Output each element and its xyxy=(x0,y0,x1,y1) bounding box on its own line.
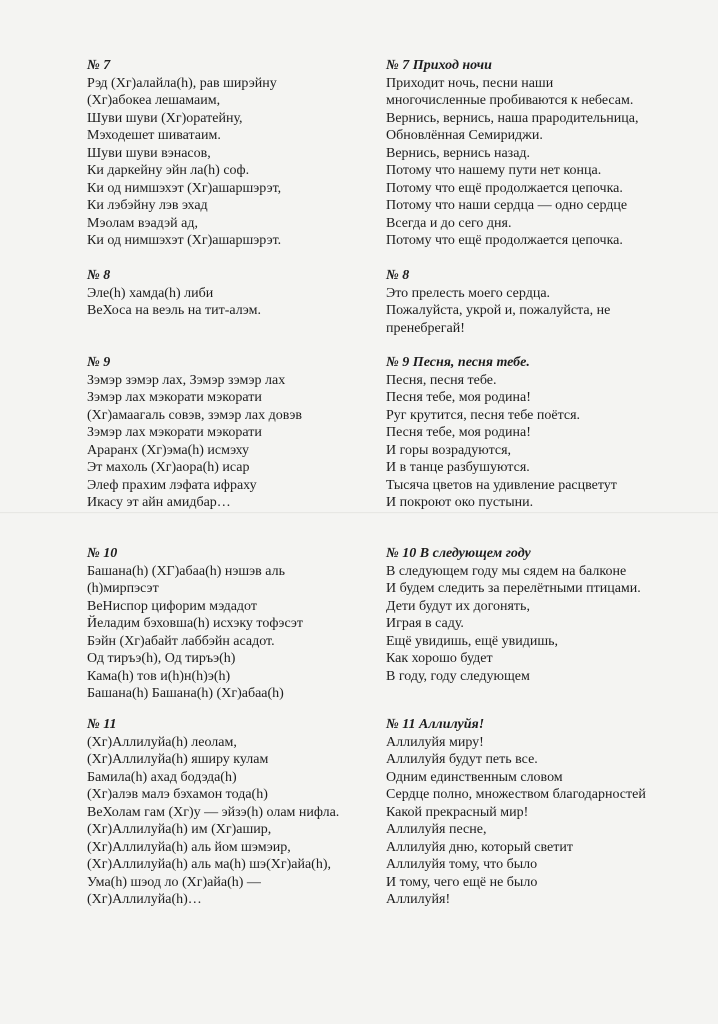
lyric-line: Бамила(h) ахад бодэда(h) xyxy=(87,769,237,785)
lyric-line: Потому что наши сердца — одно сердце xyxy=(386,198,628,213)
lyric-line: Всегда и до сего дня. xyxy=(386,215,512,231)
lyric-line: Ки од нимшэхэт (Хг)ашаршэрэт. xyxy=(87,233,282,248)
lyric-line: (Хг)абокеа лешамаим, xyxy=(87,93,221,108)
song-heading: № 11 xyxy=(87,717,117,732)
lyric-line: Мэолам вэадэй ад, xyxy=(87,215,198,231)
lyric-line: И покроют око пустыни. xyxy=(386,495,534,510)
lyric-line: (h)мирпэсэт xyxy=(87,581,159,596)
song-8-translation xyxy=(386,267,610,337)
lyric-line: Песня тебе, моя родина! xyxy=(386,390,531,405)
lyric-line: (Хг)Аллилуйа(h)… xyxy=(87,892,202,907)
song-7-transliteration xyxy=(87,57,281,250)
song-11-transliteration xyxy=(87,716,339,909)
lyric-line: Бэйн (Хг)абайт лаббэйн асадот. xyxy=(87,633,275,649)
song-heading: № 9 Песня, песня тебе. xyxy=(386,355,530,370)
lyric-line: Шуви шуви вэнасов, xyxy=(87,145,211,161)
lyric-line: (Хг)алэв малэ бэхамон тода(h) xyxy=(87,787,268,802)
page-fold xyxy=(0,512,718,514)
lyric-line: Сердце полно, множеством благодарностей xyxy=(386,787,646,802)
lyric-line: В году, году следующем xyxy=(386,668,530,684)
song-9-translation xyxy=(386,354,617,512)
lyric-line: (Хг)Аллилуйа(h) леолам, xyxy=(87,734,237,750)
lyric-line: И тому, чего ещё не было xyxy=(386,874,538,890)
lyric-line: Ещё увидишь, ещё увидишь, xyxy=(386,633,559,649)
lyric-line: Играя в саду. xyxy=(386,616,464,631)
lyric-line: многочисленные пробиваются к небесам. xyxy=(386,93,634,108)
lyric-line: Вернись, вернись, наша прародительница, xyxy=(386,110,639,126)
lyric-line: Руг крутится, песня тебе поётся. xyxy=(386,407,581,423)
lyric-line: (Хг)амаагаль совэв, зэмэр лах довэв xyxy=(87,407,302,423)
song-heading: № 10 xyxy=(87,546,118,561)
song-9-transliteration xyxy=(87,354,302,512)
lyric-line: Песня тебе, моя родина! xyxy=(386,425,531,440)
lyric-line: Икасу эт айн амидбар… xyxy=(87,495,231,510)
lyric-line: Потому что ещё продолжается цепочка. xyxy=(386,180,623,196)
lyric-line: ВеХолам гам (Хг)у — эйзэ(h) олам нифла. xyxy=(87,804,340,820)
song-heading: № 11 Аллилуйя! xyxy=(386,717,485,732)
lyric-line: пренебрегай! xyxy=(386,320,465,336)
lyric-line: Дети будут их догонять, xyxy=(386,598,530,614)
lyric-line: Ки даркейну эйн ла(h) соф. xyxy=(87,163,250,178)
lyric-line: (Хг)Аллилуйа(h) им (Хг)ашир, xyxy=(87,822,272,837)
song-heading: № 7 xyxy=(87,58,111,73)
lyric-line: Ума(h) шэод ло (Хг)айа(h) — xyxy=(87,874,261,890)
song-7-translation xyxy=(386,57,638,250)
lyric-line: Эле(h) хамда(h) либи xyxy=(87,285,214,301)
lyric-line: И будем следить за перелётными птицами. xyxy=(386,581,641,596)
song-heading: № 8 xyxy=(386,268,410,283)
lyric-line: Как хорошо будет xyxy=(386,651,493,666)
lyric-line: Башана(h) Башана(h) (Хг)абаа(h) xyxy=(87,686,284,701)
lyric-line: Какой прекрасный мир! xyxy=(386,804,529,820)
lyric-line: И горы возрадуются, xyxy=(386,442,512,458)
lyric-line: Араранх (Хг)эма(h) исмэху xyxy=(87,442,250,458)
lyric-line: Аллилуйя песне, xyxy=(386,822,487,837)
lyric-line: Аллилуйя дню, который светит xyxy=(386,839,573,855)
song-heading: № 9 xyxy=(87,355,111,370)
lyric-line: Аллилуйя будут петь все. xyxy=(386,752,538,767)
lyric-line: Зэмэр зэмэр лах, Зэмэр зэмэр лах xyxy=(87,372,286,388)
lyric-line: ВеНиспор цифорим мэдадот xyxy=(87,598,257,614)
lyric-line: Элеф прахим лэфата ифраху xyxy=(87,477,257,493)
lyric-line: (Хг)Аллилуйа(h) аль йом шэмэир, xyxy=(87,839,291,855)
song-8-transliteration xyxy=(87,267,261,320)
lyric-line: Это прелесть моего сердца. xyxy=(386,285,551,301)
lyric-line: Рэд (Хг)алайла(h), рав ширэйну xyxy=(87,75,277,91)
song-10-translation xyxy=(386,545,641,685)
song-heading: № 7 Приход ночи xyxy=(386,58,492,73)
lyric-line: Аллилуйя! xyxy=(386,892,451,907)
lyric-line: Потому что нашему пути нет конца. xyxy=(386,163,602,178)
lyric-line: Ки од нимшэхэт (Хг)ашаршэрэт, xyxy=(87,180,282,196)
lyric-line: Вернись, вернись назад. xyxy=(386,145,531,161)
song-10-transliteration xyxy=(87,545,303,703)
lyric-line: Пожалуйста, укрой и, пожалуйста, не xyxy=(386,303,611,318)
lyric-line: И в танце разбушуются. xyxy=(386,460,530,475)
song-11-translation xyxy=(386,716,646,909)
lyric-line: Аллилуйя миру! xyxy=(386,734,484,750)
lyric-line: Шуви шуви (Хг)оратейну, xyxy=(87,110,243,126)
lyric-line: Мэходешет шиватаим. xyxy=(87,128,221,143)
lyric-line: В следующем году мы сядем на балконе xyxy=(386,563,627,579)
song-heading: № 8 xyxy=(87,268,111,283)
lyric-line: Зэмэр лах мэкорати мэкорати xyxy=(87,425,262,440)
lyric-line: ВеХоса на веэль на тит-алэм. xyxy=(87,303,261,318)
lyric-line: Тысяча цветов на удивление расцветут xyxy=(386,477,617,493)
lyric-line: Потому что ещё продолжается цепочка. xyxy=(386,233,623,248)
lyric-line: Приходит ночь, песни наши xyxy=(386,75,554,91)
lyric-line: Аллилуйя тому, что было xyxy=(386,857,538,872)
lyric-line: Од тиръэ(h), Од тиръэ(h) xyxy=(87,651,236,666)
lyric-line: Кама(h) тов и(h)н(h)э(h) xyxy=(87,668,231,684)
lyric-line: Зэмэр лах мэкорати мэкорати xyxy=(87,390,262,405)
lyric-line: Йеладим бэховша(h) исхэку тофэсэт xyxy=(87,616,303,631)
lyric-line: Ки лэбэйну лэв эхад xyxy=(87,198,208,213)
song-heading: № 10 В следующем году xyxy=(386,546,531,561)
lyric-line: Башана(h) (ХГ)абаа(h) нэшэв аль xyxy=(87,563,286,579)
lyric-line: Песня, песня тебе. xyxy=(386,372,497,388)
lyric-line: Обновлённая Семириджи. xyxy=(386,128,543,143)
lyric-line: (Хг)Аллилуйа(h) аль ма(h) шэ(Хг)айа(h), xyxy=(87,857,331,872)
lyric-line: Одним единственным словом xyxy=(386,769,563,785)
lyric-line: (Хг)Аллилуйа(h) яширу кулам xyxy=(87,752,269,767)
lyric-line: Эт махоль (Хг)аора(h) исар xyxy=(87,460,250,475)
